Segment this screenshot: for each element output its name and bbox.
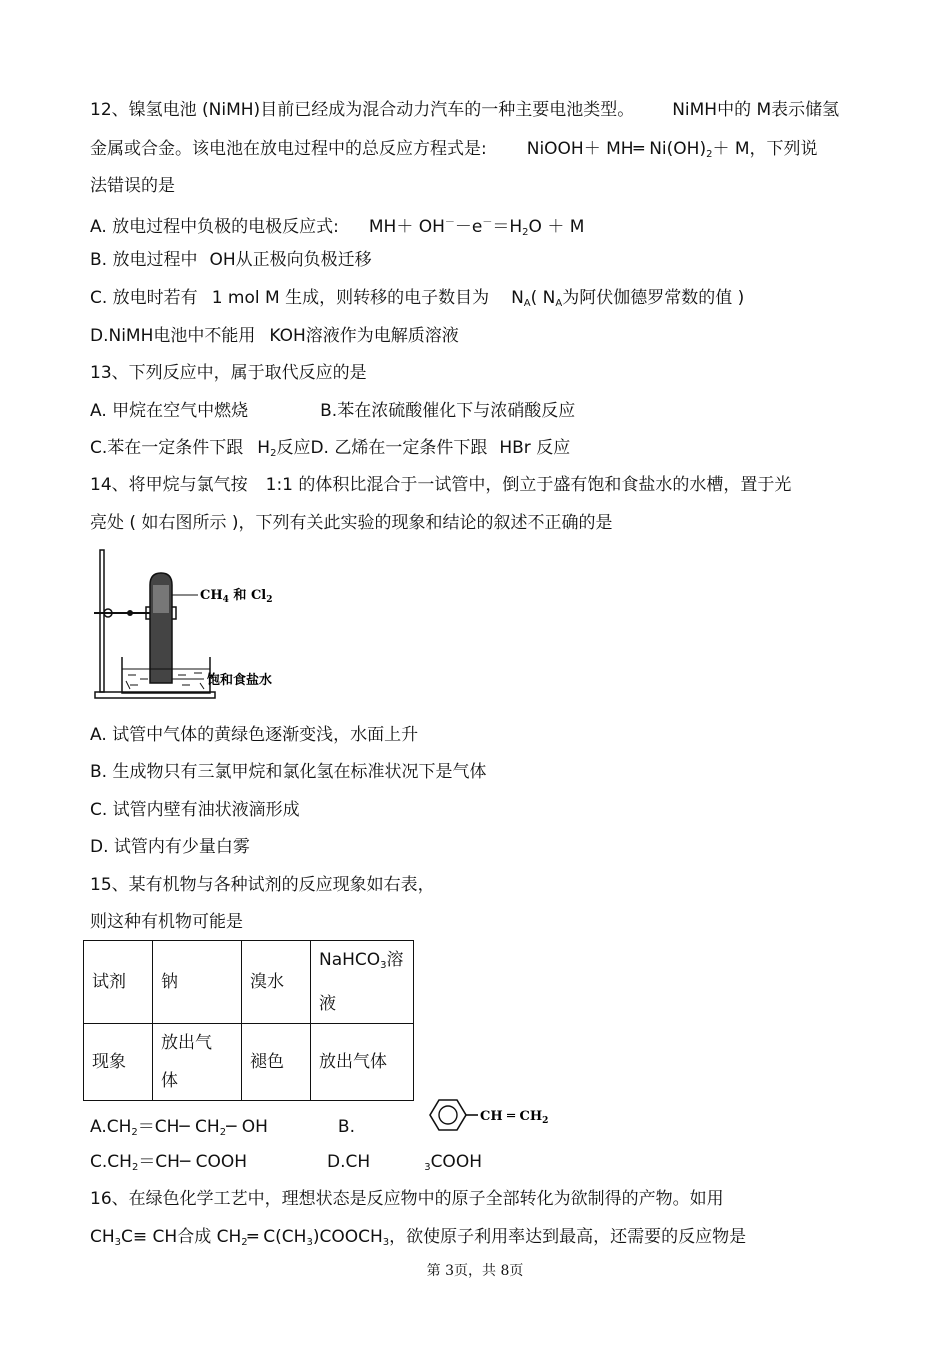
option-text: A. 甲烷在空气中燃烧 [90,401,249,421]
option-text: COOH [430,1152,482,1172]
option-text: D.CH [327,1152,371,1172]
question-text: )COOCH [312,1227,383,1247]
subscript: 2 [522,227,529,238]
equation: －e [454,217,483,237]
option-text: A. 放电过程中负极的电极反应式: [90,217,339,237]
option-text: ＝CH─ COOH [138,1152,248,1172]
table-cell: 试剂 [84,941,153,1024]
subscript: 3 [424,1162,431,1173]
table-cell: 溴水 [242,941,311,1024]
subscript: A [555,298,563,309]
q12-text: NiMH中的 M表示储氢 [672,100,840,120]
q14-option-a [90,724,418,746]
option-text: H [257,438,271,458]
clamp-joint [127,610,133,616]
option-text: D. 试管内有少量白雾 [90,837,250,857]
option-text: C. 试管内壁有油状液滴形成 [90,800,300,820]
q15-options-ab [90,1116,355,1144]
subscript: 2 [241,1237,248,1248]
option-text: B.苯在浓硫酸催化下与浓硝酸反应 [320,401,576,421]
benzene-ring [430,1100,466,1130]
option-text: ＝CH─ CH [137,1117,220,1137]
q13-options-ab [90,400,575,422]
q14-option-d [90,836,250,858]
option-text: C.苯在一定条件下跟 [90,438,244,458]
page-footer: 第 3页，共 8页 [426,1263,524,1279]
q14-stem-line2 [90,512,612,534]
subscript: 2 [706,149,713,160]
q15-stem-line2 [90,911,243,933]
subscript: 2 [270,448,277,459]
q16-line2 [90,1226,746,1254]
experiment-apparatus-figure [90,545,290,710]
option-text: HBr 反应 [499,438,571,458]
subscript: 3 [382,1237,390,1248]
equation: O ＋ M [528,217,585,237]
q12-line3 [90,175,175,197]
q12-text: 金属或合金。该电池在放电过程中的总反应方程式是: [90,139,487,159]
q12-text: ＋ M，下列说 [712,139,818,159]
question-text: 13、下列反应中，属于取代反应的是 [90,363,367,383]
q12-line2 [90,138,818,166]
option-text: D. 乙烯在一定条件下跟 [310,438,488,458]
q12-text: 法错误的是 [90,176,175,196]
question-text: 则这种有机物可能是 [90,912,243,932]
q13-options-cd [90,437,570,465]
option-text: C.CH [90,1152,132,1172]
table-cell: 褪色 [242,1024,311,1101]
q12-option-c [90,287,744,315]
reaction-table [83,940,414,1101]
q12-text: 12、镍氢电池 (NiMH)目前已经成为混合动力汽车的一种主要电池类型。 [90,100,635,120]
question-text: 15、某有机物与各种试剂的反应现象如右表， [90,875,435,895]
table-row [84,941,414,1024]
styrene-structure [422,1095,562,1135]
gas-label: $CH_4$ 和 $Cl_2$ [200,588,273,605]
gas-region [153,585,169,613]
option-text: D.NiMH电池中不能用 [90,326,256,346]
subscript: 2 [131,1162,139,1173]
equation: ＝H [492,217,523,237]
subscript: 2 [131,1127,138,1138]
table-cell: 钠 [153,941,242,1024]
vinyl-label: CH ═ $CH_2$ [480,1109,549,1126]
superscript: － [482,217,493,228]
table-cell: 放出气体 [311,1024,414,1101]
option-text: A. 试管中气体的黄绿色逐渐变浅，水面上升 [90,725,419,745]
q12-option-d [90,325,459,347]
option-text: ( N [530,288,556,308]
question-text: 16、在绿色化学工艺中，理想状态是反应物中的原子全部转化为欲制得的产物。如用 [90,1189,724,1209]
question-text: C≡ CH合成 CH [121,1227,242,1247]
question-text: ═ C(CH [247,1227,307,1247]
subscript: 2 [219,1127,227,1138]
option-text: B. 生成物只有三氯甲烷和氯化氢在标准状况下是气体 [90,762,487,782]
water-label: 饱和食盐水 [207,673,273,688]
q14-option-c [90,799,300,821]
question-text: 14、将甲烷与氯气按 [90,475,248,495]
equation: MH＋ OH [368,217,445,237]
option-text: KOH溶液作为电解质溶液 [269,326,459,346]
question-text: CH [90,1227,115,1247]
question-text: 亮处 ( 如右图所示 )，下列有关此实验的现象和结论的叙述不正确的是 [90,513,613,533]
option-text: 反应 [276,438,311,458]
table-row [84,1024,414,1101]
q12-line1 [90,99,839,121]
option-text: N [511,288,524,308]
stand-rod [100,550,104,692]
option-text: C. 放电时若有 [90,288,198,308]
table-cell: 现象 [84,1024,153,1101]
q12-option-a [90,212,584,244]
q13-stem [90,362,367,384]
option-text: B. 放电过程中 [90,250,198,270]
option-text: B. [337,1117,355,1137]
q15-stem-line1 [90,874,435,896]
q12-option-b [90,249,372,271]
subscript: A [523,298,531,309]
option-text: OH从正极向负极迁移 [209,250,372,270]
subscript: 3 [114,1237,122,1248]
q15-options-cd [90,1151,482,1179]
q14-option-b [90,761,486,783]
option-text: 为阿伏伽德罗常数的值 ) [562,288,745,308]
subscript: 3 [306,1237,313,1248]
table-cell: 放出气 体 [153,1024,242,1101]
option-text: ─ OH [226,1117,268,1137]
aromatic-circle [439,1106,457,1124]
option-text: 1 mol M 生成，则转移的电子数目为 [211,288,490,308]
table-cell: NaHCO$_3$溶 液 [311,941,414,1024]
q14-stem-line1 [90,474,791,496]
q12-equation: NiOOH＋ MH═ Ni(OH) [526,139,707,159]
question-text: ，欲使原子利用率达到最高，还需要的反应物是 [389,1227,747,1247]
q16-line1 [90,1188,724,1210]
option-text: A.CH [90,1117,132,1137]
question-text: 1:1 的体积比混合于一试管中，倒立于盛有饱和食盐水的水槽，置于光 [265,475,792,495]
superscript: － [444,217,455,228]
